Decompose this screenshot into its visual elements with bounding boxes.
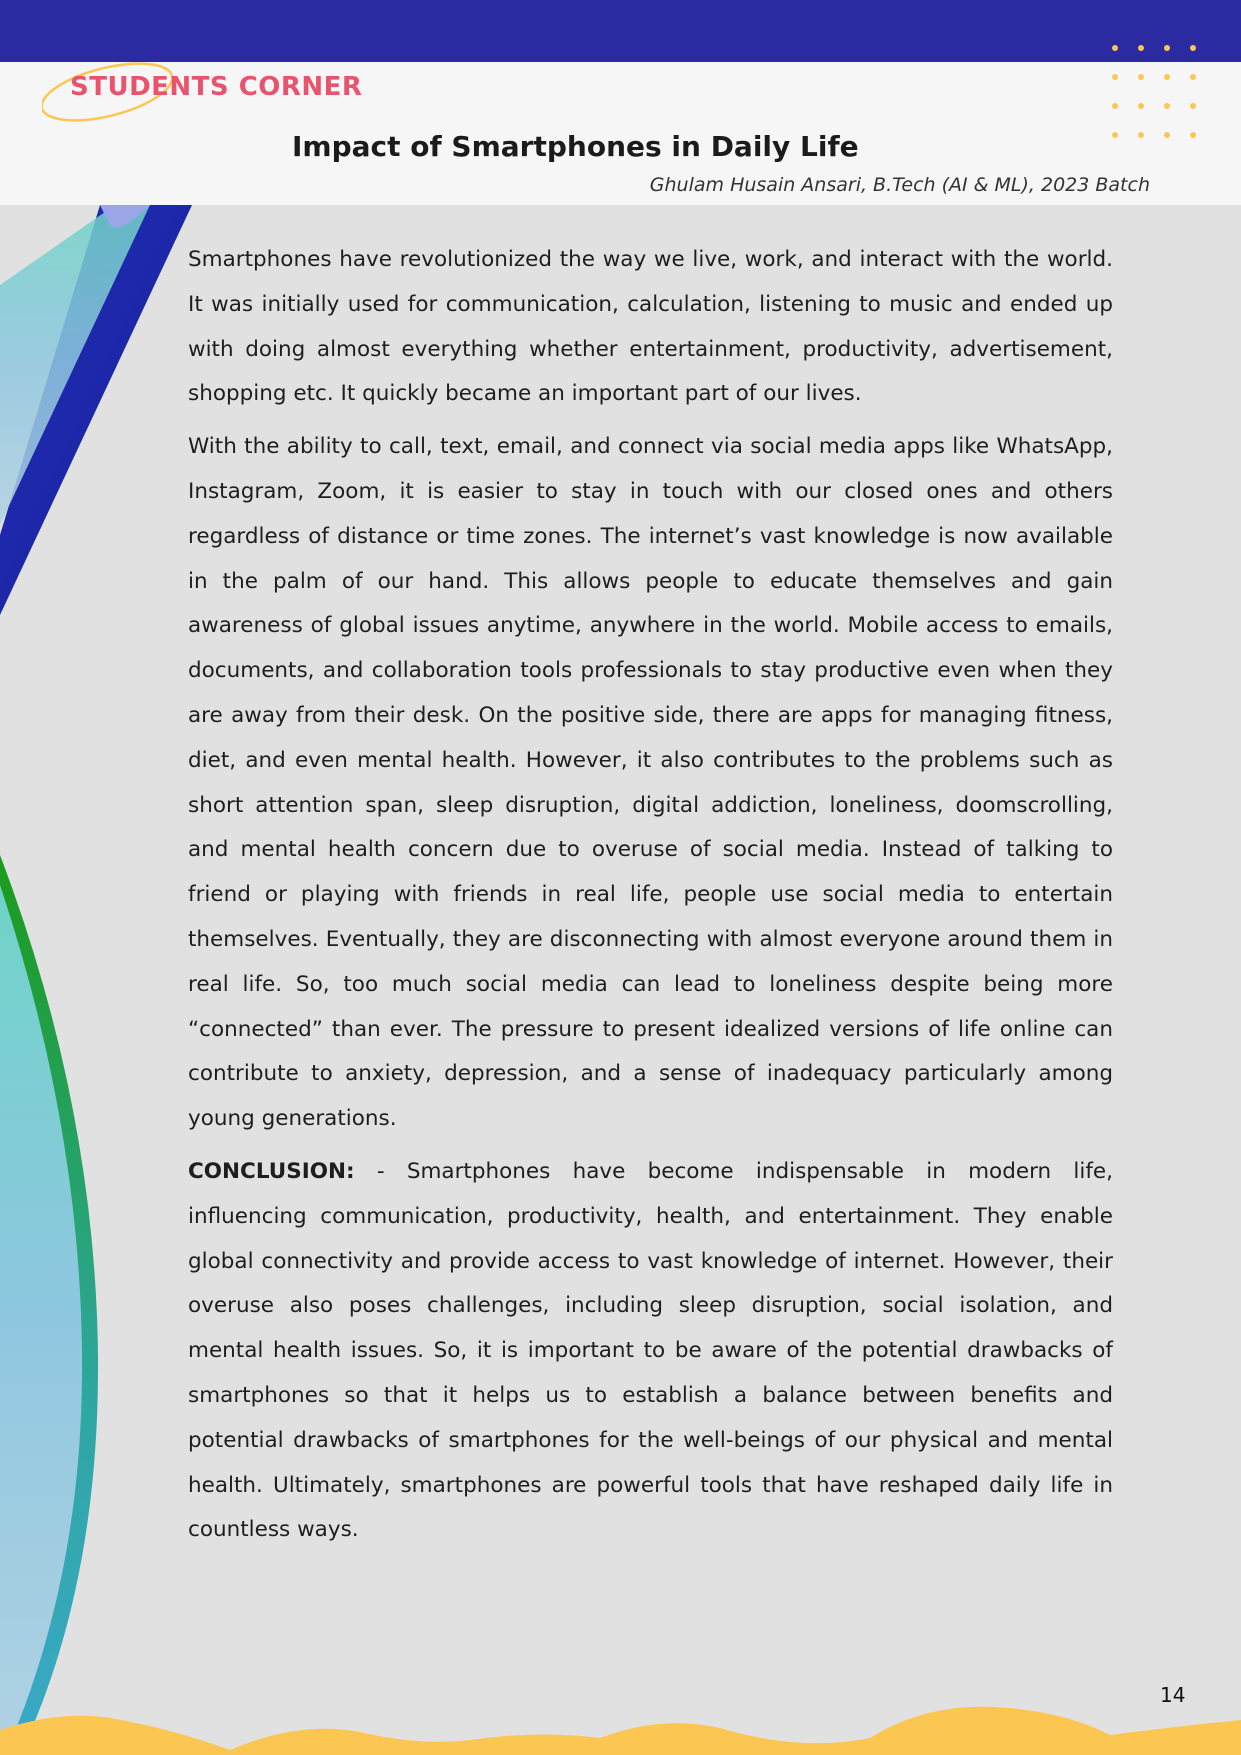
- body-paragraph-1: Smartphones have revolutionized the way we live, work, and interact with the world. It was initially used for communication, calculation, listening to music and ended up with doing almost everything whether entertainment, productivity, advertisement, shopping etc. It quickly became an important part of our lives.: [188, 247, 1113, 407]
- decorative-dot-grid: [1112, 44, 1202, 144]
- article-title: Impact of Smartphones in Daily Life: [292, 130, 859, 163]
- decorative-wave-left: [0, 205, 200, 1755]
- conclusion-paragraph: [188, 1150, 1113, 1553]
- page-number: 14: [1160, 1683, 1186, 1707]
- conclusion-text: - Smartphones have become indispensable in modern life, influencing communication, productivity, health, and entertainment. They enable global connectivity and provide access to vast knowledge of internet. However, their overuse also poses challenges, including sleep disruption, social isolation, and mental health issues. So, it is important to be aware of the potential drawbacks of smartphones so that it helps us to establish a balance between benefits and potential drawbacks of smartphones for the well-beings of our physical and mental health. Ultimately, smartphones are powerful tools that have reshaped daily life in countless ways.: [188, 1158, 1113, 1543]
- article-body: [188, 238, 1113, 1561]
- body-paragraph-2: With the ability to call, text, email, and connect via social media apps like WhatsApp, Instagram, Zoom, it is easier to stay in touch with our closed ones and others regardless of distance or time zones. The internet’s vast knowledge is now available in the palm of our hand. This allows people to educate themselves and gain awareness of global issues anytime, anywhere in the world. Mobile access to emails, documents, and collaboration tools professionals to stay productive even when they are away from their desk. On the positive side, there are apps for managing fitness, diet, and even mental health. However, it also contributes to the problems such as short attention span, sleep disruption, digital addiction, loneliness, doomscrolling, and mental health concern due to overuse of social media. Instead of talking to friend or playing with friends in real life, people use social media to entertain themselves. Eventually, they are disconnecting with almost everyone around them in real life. So, too much social media can lead to loneliness despite being more “connected” than ever. The pressure to present idealized versions of life online can contribute to anxiety, depression, and a sense of inadequacy particularly among young generations.: [188, 434, 1113, 1132]
- article-author: Ghulam Husain Ansari, B.Tech (AI & ML), 2023 Batch: [649, 174, 1150, 196]
- section-logo: [42, 58, 372, 128]
- section-label: STUDENTS CORNER: [70, 72, 363, 102]
- decorative-wave-bottom: [0, 1690, 1241, 1755]
- conclusion-label: CONCLUSION:: [188, 1158, 355, 1184]
- top-color-bar: [0, 0, 1241, 62]
